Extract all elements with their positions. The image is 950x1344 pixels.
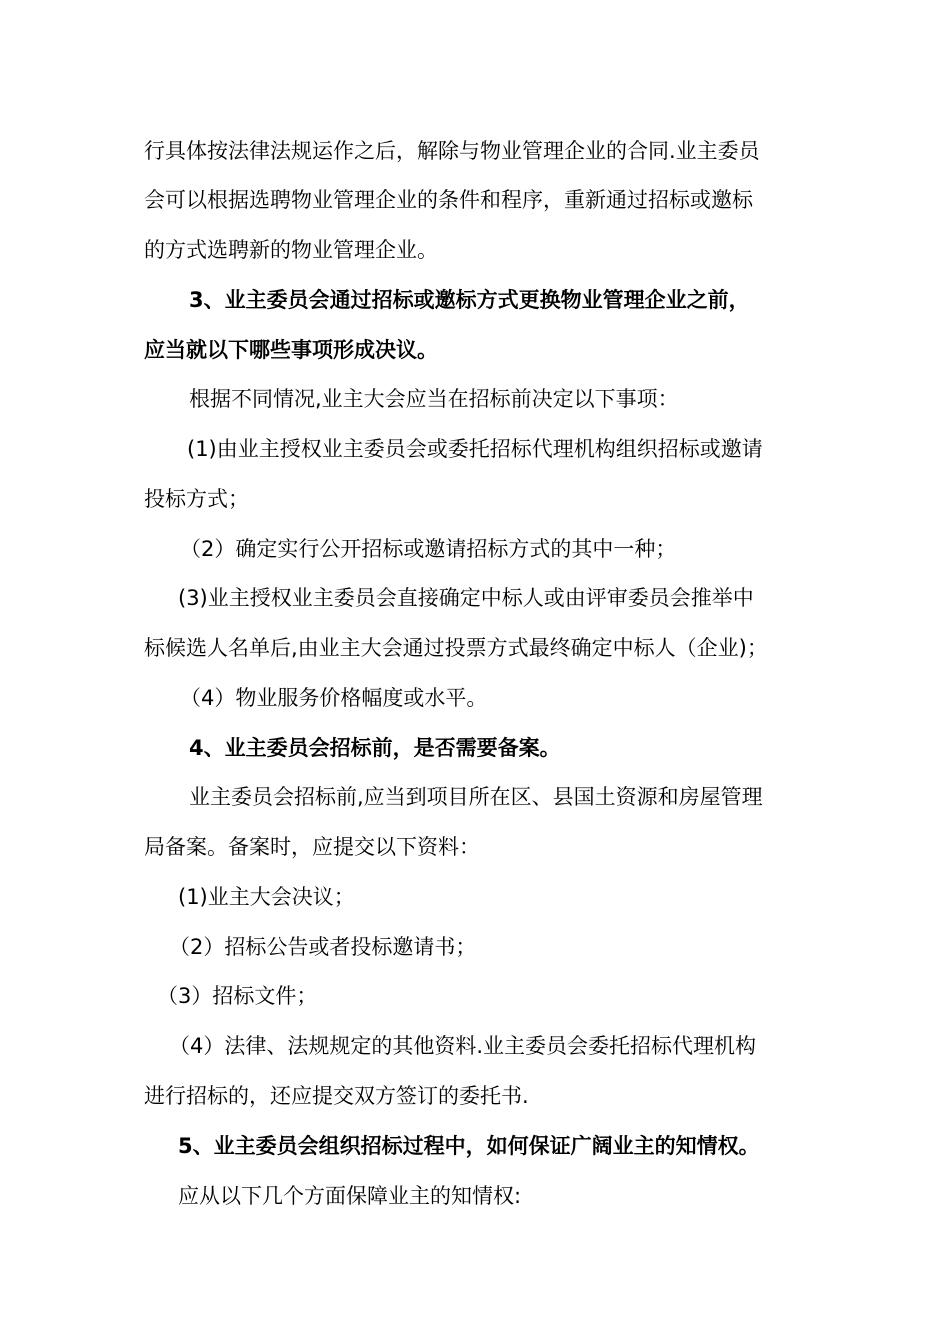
list-item-4-4: （4）法律、法规规定的其他资料.业主委员会委托招标代理机构 (169, 1034, 757, 1058)
question-heading-4: 4、业主委员会招标前，是否需要备案。 (189, 736, 561, 760)
body-line-3: 的方式选聘新的物业管理企业。 (144, 238, 438, 262)
answer-intro-5: 应从以下几个方面保障业主的知情权: (178, 1184, 522, 1208)
list-item-4-2: （2）招标公告或者投标邀请书； (169, 935, 477, 959)
list-item-3-2: （2）确定实行公开招标或邀请招标方式的其中一种； (180, 537, 677, 561)
body-line-1: 行具体按法律法规运作之后，解除与物业管理企业的合同.业主委员 (144, 139, 760, 163)
answer-intro-4-continued: 局备案。备案时，应提交以下资料： (144, 835, 480, 859)
body-line-2: 会可以根据选聘物业管理企业的条件和程序，重新通过招标或邀标 (144, 188, 753, 212)
question-heading-3-continued: 应当就以下哪些事项形成决议。 (144, 338, 438, 362)
list-item-3-1-continued: 投标方式； (144, 487, 249, 511)
question-heading-3: 3、业主委员会通过招标或邀标方式更换物业管理企业之前， (189, 288, 750, 312)
list-item-3-3-continued: 标候选人名单后,由业主大会通过投票方式最终确定中标人（企业)； (144, 636, 768, 660)
answer-intro-3: 根据不同情况,业主大会应当在招标前决定以下事项： (189, 387, 679, 411)
list-item-3-1: (1)由业主授权业主委员会或委托招标代理机构组织招标或邀请 (187, 437, 763, 461)
answer-intro-4: 业主委员会招标前,应当到项目所在区、县国土资源和房屋管理 (189, 785, 763, 809)
list-item-4-1: (1)业主大会决议； (178, 885, 355, 909)
list-item-3-4: （4）物业服务价格幅度或水平。 (180, 686, 488, 710)
list-item-4-4-continued: 进行招标的，还应提交双方签订的委托书. (144, 1084, 529, 1108)
question-heading-5: 5、业主委员会组织招标过程中，如何保证广阔业主的知情权。 (178, 1134, 760, 1158)
list-item-3-3: (3)业主授权业主委员会直接确定中标人或由评审委员会推举中 (178, 586, 754, 610)
list-item-4-3: （3）招标文件； (157, 984, 318, 1008)
